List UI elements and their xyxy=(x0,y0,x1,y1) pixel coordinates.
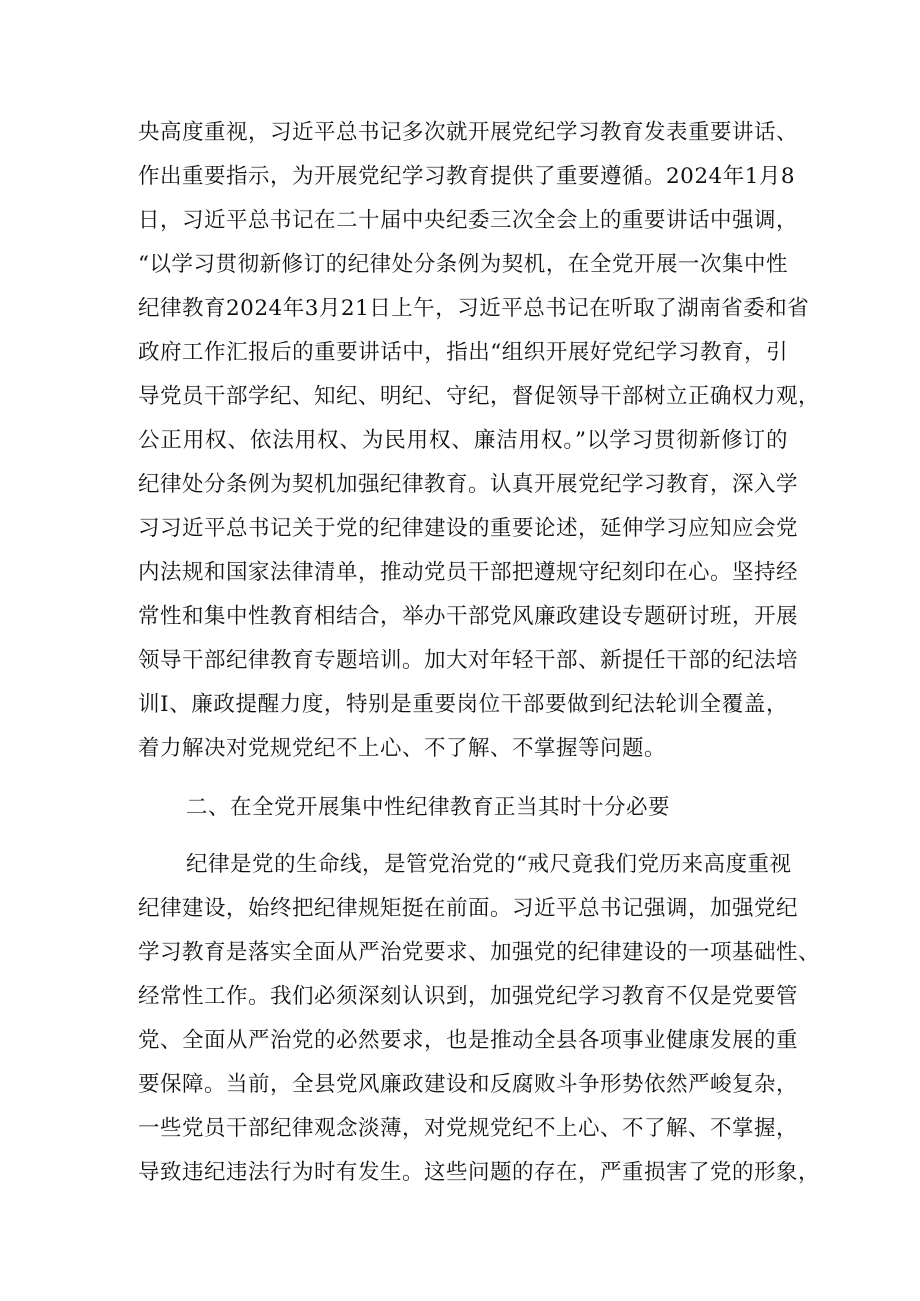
paragraph-line: 党、全面从严治党的必然要求，也是推动全县各项事业健康发展的重 xyxy=(138,1028,799,1053)
paragraph-line: 公正用权、依法用权、为民用权、廉洁用权。”以学习贯彻新修订的 xyxy=(138,428,788,453)
paragraph-line: 领导干部纪律教育专题培训。加大对年轻干部、新提任干部的纪法培 xyxy=(138,648,799,673)
paragraph-line: 要保障。当前，全县党风廉政建设和反腐败斗争形势依然严峻复杂， xyxy=(138,1072,799,1097)
paragraph-line: 习习近平总书记关于党的纪律建设的重要论述，延伸学习应知应会党 xyxy=(138,516,799,541)
paragraph-line: 政府工作汇报后的重要讲话中，指出“组织开展好党纪学习教育，引 xyxy=(138,340,788,365)
paragraph-line: “以学习贯彻新修订的纪律处分条例为契机，在全党开展一次集中性 xyxy=(138,252,788,277)
section-heading: 二、在全党开展集中性纪律教育正当其时十分必要 xyxy=(186,795,671,820)
paragraph-line: 纪律处分条例为契机加强纪律教育。认真开展党纪学习教育，深入学 xyxy=(138,472,799,497)
paragraph-line: 日，习近平总书记在二十届中央纪委三次全会上的重要讲话中强调， xyxy=(138,208,799,233)
paragraph-line: 纪律是党的生命线，是管党治党的“戒尺竟我们党历来高度重视 xyxy=(186,852,792,877)
paragraph-line: 导党员干部学纪、知纪、明纪、守纪，督促领导干部树立正确权力观， xyxy=(138,384,821,409)
paragraph-line: 纪律建设，始终把纪律规矩挺在前面。习近平总书记强调，加强党纪 xyxy=(138,896,799,921)
paragraph-line: 常性和集中性教育相结合，举办干部党风廉政建设专题研讨班，开展 xyxy=(138,604,799,629)
paragraph-line: 内法规和国家法律清单，推动党员干部把遵规守纪刻印在心。坚持经 xyxy=(138,560,799,585)
paragraph-line: 训I、廉政提醒力度，特别是重要岗位干部要做到纪法轮训全覆盖， xyxy=(138,692,788,717)
paragraph-line: 学习教育是落实全面从严治党要求、加强党的纪律建设的一项基础性、 xyxy=(138,940,821,965)
paragraph-line: 经常性工作。我们必须深刻认识到，加强党纪学习教育不仅是党要管 xyxy=(138,984,799,1009)
paragraph-line: 导致违纪违法行为时有发生。这些问题的存在，严重损害了党的形象， xyxy=(138,1160,821,1185)
paragraph-line: 纪律教育2024年3月21日上午，习近平总书记在听取了湖南省委和省 xyxy=(138,296,810,321)
paragraph-line: 央高度重视，习近平总书记多次就开展党纪学习教育发表重要讲话、 xyxy=(138,120,799,145)
paragraph-line: 着力解决对党规党纪不上心、不了解、不掌握等问题。 xyxy=(138,736,667,761)
paragraph-line: 作出重要指示，为开展党纪学习教育提供了重要遵循。2024年1月8 xyxy=(138,164,796,189)
paragraph-line: 一些党员干部纪律观念淡薄，对党规党纪不上心、不了解、不掌握， xyxy=(138,1116,799,1141)
